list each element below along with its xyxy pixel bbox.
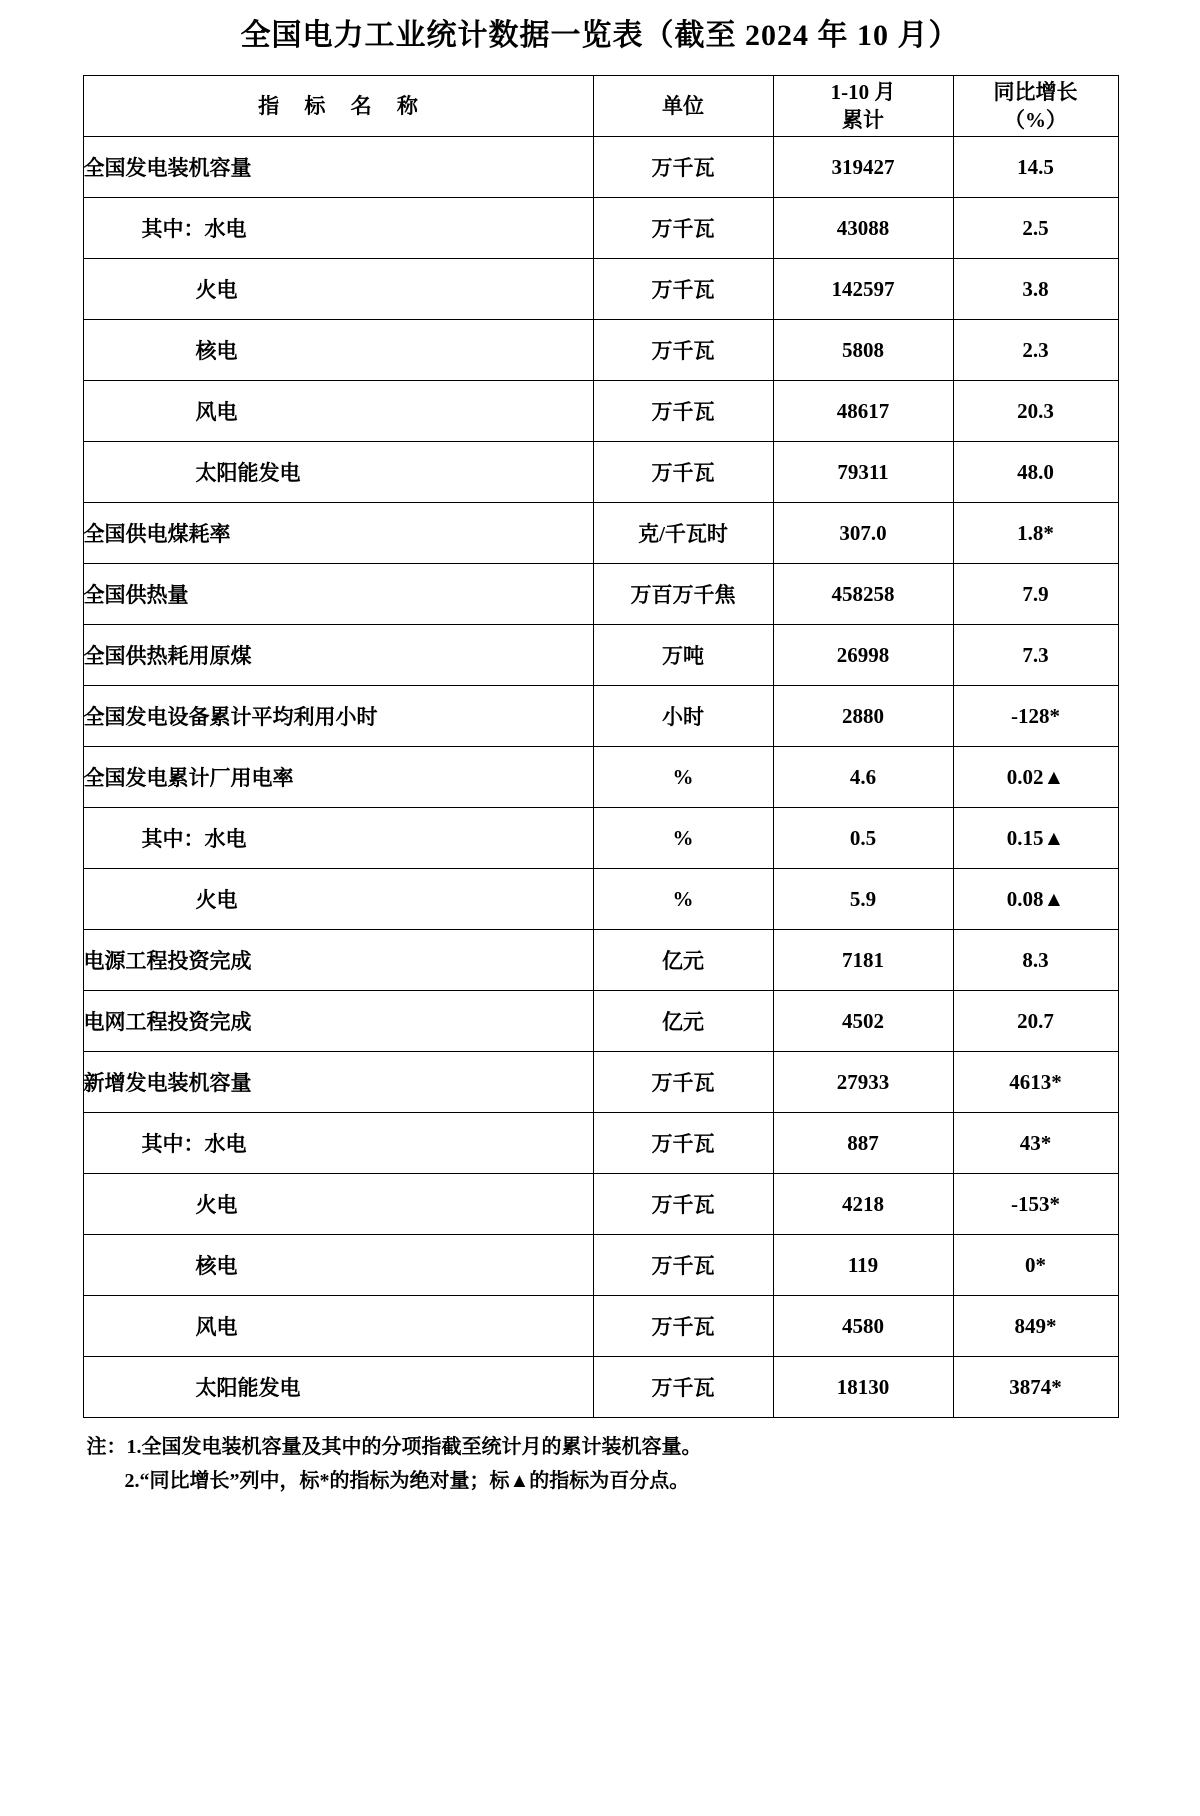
cell-indicator-name: 新增发电装机容量 [83,1052,593,1113]
cell-indicator-name: 全国供热耗用原煤 [83,625,593,686]
cell-accumulated: 79311 [773,442,953,503]
cell-unit: % [593,869,773,930]
cell-indicator-name: 风电 [83,381,593,442]
cell-indicator-name: 火电 [83,869,593,930]
cell-yoy: 0.15▲ [953,808,1118,869]
cell-indicator-name: 全国发电装机容量 [83,137,593,198]
cell-accumulated: 5808 [773,320,953,381]
cell-indicator-name: 火电 [83,259,593,320]
table-row [83,747,1118,808]
power-statistics-table [83,75,1119,1418]
cell-unit: % [593,808,773,869]
cell-yoy: 48.0 [953,442,1118,503]
cell-accumulated: 18130 [773,1357,953,1418]
cell-unit: 克/千瓦时 [593,503,773,564]
cell-yoy: 20.7 [953,991,1118,1052]
table-row [83,930,1118,991]
table-row [83,991,1118,1052]
cell-unit: 万千瓦 [593,1235,773,1296]
cell-accumulated: 142597 [773,259,953,320]
cell-indicator-name: 风电 [83,1296,593,1357]
table-row [83,1235,1118,1296]
note-line-2: 2.“同比增长”列中，标*的指标为绝对量；标▲的指标为百分点。 [124,1470,690,1492]
cell-unit: 万吨 [593,625,773,686]
cell-yoy: -128* [953,686,1118,747]
cell-yoy: 4613* [953,1052,1118,1113]
cell-yoy: 3874* [953,1357,1118,1418]
cell-indicator-name: 太阳能发电 [83,442,593,503]
cell-accumulated: 4502 [773,991,953,1052]
cell-yoy: 7.3 [953,625,1118,686]
note-line-1: 注：1.全国发电装机容量及其中的分项指截至统计月的累计装机容量。 [86,1436,702,1458]
cell-indicator-name: 太阳能发电 [83,1357,593,1418]
cell-accumulated: 43088 [773,198,953,259]
cell-yoy: -153* [953,1174,1118,1235]
table-row [83,1174,1118,1235]
cell-indicator-name: 核电 [83,1235,593,1296]
cell-indicator-name: 全国发电设备累计平均利用小时 [83,686,593,747]
cell-unit: 万千瓦 [593,320,773,381]
table-row [83,625,1118,686]
table-row [83,320,1118,381]
cell-unit: % [593,747,773,808]
table-row [83,564,1118,625]
table-row [83,381,1118,442]
table-body [83,137,1118,1418]
column-header-indicator-name: 指 标 名 称 [83,76,593,137]
cell-unit: 万千瓦 [593,198,773,259]
cell-indicator-name: 全国供热量 [83,564,593,625]
cell-yoy: 0* [953,1235,1118,1296]
cell-accumulated: 2880 [773,686,953,747]
cell-yoy: 7.9 [953,564,1118,625]
page-title: 全国电力工业统计数据一览表（截至 2024 年 10 月） [240,19,960,52]
cell-indicator-name: 全国发电累计厂用电率 [83,747,593,808]
table-row [83,1296,1118,1357]
table-notes [83,1418,1118,1498]
cell-indicator-name: 全国供电煤耗率 [83,503,593,564]
cell-accumulated: 0.5 [773,808,953,869]
cell-accumulated: 4.6 [773,747,953,808]
cell-indicator-name: 其中：水电 [83,808,593,869]
cell-accumulated: 27933 [773,1052,953,1113]
cell-accumulated: 26998 [773,625,953,686]
table-row [83,503,1118,564]
cell-accumulated: 319427 [773,137,953,198]
cell-yoy: 1.8* [953,503,1118,564]
table-row [83,1052,1118,1113]
cell-unit: 万千瓦 [593,259,773,320]
cell-indicator-name: 其中：水电 [83,198,593,259]
column-header-yoy-line1: 同比增长 [993,79,1078,104]
cell-accumulated: 458258 [773,564,953,625]
cell-yoy: 20.3 [953,381,1118,442]
cell-yoy: 849* [953,1296,1118,1357]
cell-unit: 万千瓦 [593,1357,773,1418]
table-row [83,808,1118,869]
cell-accumulated: 48617 [773,381,953,442]
cell-yoy: 2.5 [953,198,1118,259]
cell-unit: 小时 [593,686,773,747]
cell-unit: 万千瓦 [593,137,773,198]
cell-unit: 亿元 [593,930,773,991]
column-header-accumulated [773,76,953,137]
cell-yoy: 3.8 [953,259,1118,320]
cell-yoy: 14.5 [953,137,1118,198]
table-row [83,198,1118,259]
table-row [83,259,1118,320]
cell-yoy: 8.3 [953,930,1118,991]
cell-unit: 万百万千焦 [593,564,773,625]
cell-unit: 万千瓦 [593,442,773,503]
cell-indicator-name: 电网工程投资完成 [83,991,593,1052]
column-header-yoy [953,76,1118,137]
cell-yoy: 43* [953,1113,1118,1174]
cell-unit: 万千瓦 [593,1113,773,1174]
cell-yoy: 2.3 [953,320,1118,381]
table-row [83,442,1118,503]
table-header [83,76,1118,137]
cell-unit: 万千瓦 [593,1052,773,1113]
column-header-unit: 单位 [593,76,773,137]
cell-indicator-name: 核电 [83,320,593,381]
cell-accumulated: 307.0 [773,503,953,564]
table-row [83,1357,1118,1418]
table-row [83,869,1118,930]
table-row [83,1113,1118,1174]
column-header-accumulated-line1: 1-10 月 [830,79,896,104]
cell-indicator-name: 电源工程投资完成 [83,930,593,991]
cell-accumulated: 119 [773,1235,953,1296]
column-header-yoy-line2: （%） [1004,108,1067,132]
cell-yoy: 0.02▲ [953,747,1118,808]
cell-unit: 万千瓦 [593,1296,773,1357]
cell-indicator-name: 火电 [83,1174,593,1235]
cell-unit: 亿元 [593,991,773,1052]
column-header-accumulated-line2: 累计 [842,108,884,132]
cell-unit: 万千瓦 [593,381,773,442]
table-row [83,686,1118,747]
cell-accumulated: 5.9 [773,869,953,930]
cell-accumulated: 887 [773,1113,953,1174]
document-page [83,0,1118,1498]
cell-indicator-name: 其中：水电 [83,1113,593,1174]
cell-yoy: 0.08▲ [953,869,1118,930]
cell-unit: 万千瓦 [593,1174,773,1235]
cell-accumulated: 7181 [773,930,953,991]
cell-accumulated: 4580 [773,1296,953,1357]
cell-accumulated: 4218 [773,1174,953,1235]
table-header-row [83,76,1118,137]
table-row [83,137,1118,198]
